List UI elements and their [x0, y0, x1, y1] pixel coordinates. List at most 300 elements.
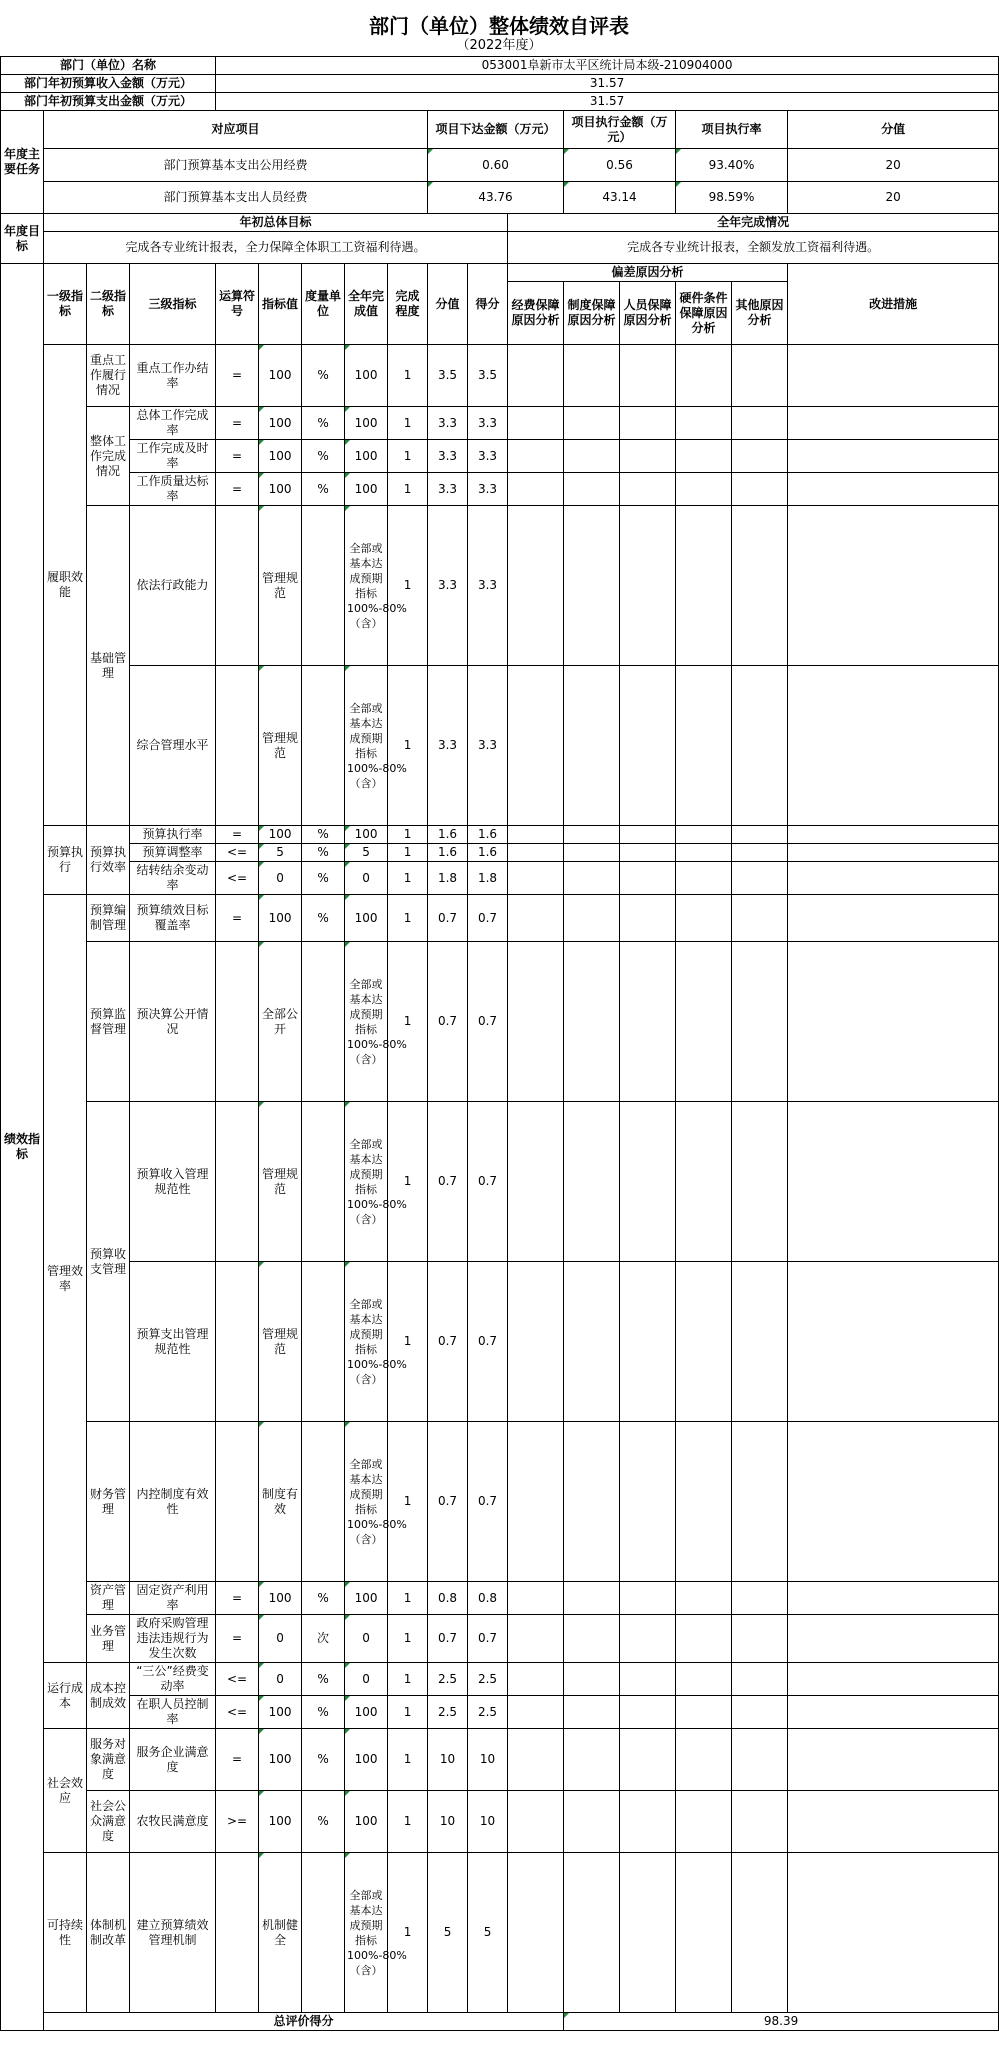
actual-cell: 0 [345, 1663, 388, 1696]
total-label: 总评价得分 [44, 2013, 564, 2031]
dev5-cell [732, 407, 788, 440]
degree-cell: 1 [388, 1696, 428, 1729]
task-rate: 93.40% [676, 149, 788, 182]
got-cell: 1.6 [468, 844, 508, 862]
op-cell [216, 1102, 259, 1262]
score-cell: 0.7 [428, 1262, 468, 1422]
degree-cell: 1 [388, 942, 428, 1102]
improve-cell [788, 1262, 999, 1422]
table-row [1, 942, 999, 1102]
task-name: 部门预算基本支出公用经费 [44, 149, 428, 182]
dev4-cell [676, 440, 732, 473]
header-got: 得分 [468, 264, 508, 345]
unit-cell: % [302, 473, 345, 506]
op-cell: <= [216, 844, 259, 862]
task-issued: 43.76 [428, 182, 564, 214]
target-cell: 管理规范 [259, 1262, 302, 1422]
target-cell: 100 [259, 1696, 302, 1729]
actual-cell: 100 [345, 1729, 388, 1791]
dev2-cell [564, 1663, 620, 1696]
actual-cell: 100 [345, 440, 388, 473]
header-dev4: 硬件条件保障原因分析 [676, 282, 732, 345]
got-cell: 2.5 [468, 1663, 508, 1696]
income-value: 31.57 [216, 75, 999, 93]
improve-cell [788, 473, 999, 506]
op-cell: = [216, 1615, 259, 1663]
dev4-cell [676, 1696, 732, 1729]
unit-cell: % [302, 826, 345, 844]
dev3-cell [620, 1615, 676, 1663]
got-cell: 3.3 [468, 407, 508, 440]
dev5-cell [732, 1696, 788, 1729]
target-cell: 5 [259, 844, 302, 862]
level3-cell: “三公”经费变动率 [130, 1663, 216, 1696]
dev1-cell [508, 895, 564, 942]
task-name: 部门预算基本支出人员经费 [44, 182, 428, 214]
op-cell [216, 666, 259, 826]
level3-cell: 预算调整率 [130, 844, 216, 862]
table-row [1, 895, 999, 942]
improve-cell [788, 345, 999, 407]
level3-cell: 综合管理水平 [130, 666, 216, 826]
header-level3: 三级指标 [130, 264, 216, 345]
op-cell: = [216, 1582, 259, 1615]
dev5-cell [732, 1663, 788, 1696]
indicators-row-label: 绩效指标 [1, 264, 44, 2031]
dev4-cell [676, 506, 732, 666]
unit-cell: % [302, 895, 345, 942]
level1-cell: 社会效应 [44, 1729, 87, 1853]
dev4-cell [676, 1262, 732, 1422]
got-cell: 10 [468, 1791, 508, 1853]
level3-cell: 结转结余变动率 [130, 862, 216, 895]
task-executed: 43.14 [564, 182, 676, 214]
dev4-cell [676, 1663, 732, 1696]
target-cell: 100 [259, 407, 302, 440]
dev1-cell [508, 345, 564, 407]
level3-cell: 内控制度有效性 [130, 1422, 216, 1582]
year-subtitle: （2022年度） [456, 38, 542, 53]
target-cell: 0 [259, 862, 302, 895]
header-dev1: 经费保障原因分析 [508, 282, 564, 345]
level2-cell: 社会公众满意度 [87, 1791, 130, 1853]
target-cell: 100 [259, 345, 302, 407]
degree-cell: 1 [388, 1615, 428, 1663]
improve-cell [788, 506, 999, 666]
dev3-cell [620, 1102, 676, 1262]
improve-cell [788, 1615, 999, 1663]
got-cell: 2.5 [468, 1696, 508, 1729]
level2-cell: 整体工作完成情况 [87, 407, 130, 506]
unit-cell [302, 506, 345, 666]
got-cell: 3.5 [468, 345, 508, 407]
got-cell: 0.8 [468, 1582, 508, 1615]
dev5-cell [732, 1582, 788, 1615]
dev1-cell [508, 1422, 564, 1582]
dev4-cell [676, 844, 732, 862]
improve-cell [788, 942, 999, 1102]
actual-cell: 全部或基本达成预期指标100%-80%（含） [345, 1422, 388, 1582]
dev1-cell [508, 666, 564, 826]
target-cell: 0 [259, 1663, 302, 1696]
degree-cell: 1 [388, 1729, 428, 1791]
dev2-cell [564, 440, 620, 473]
dev4-cell [676, 895, 732, 942]
level3-cell: 预算执行率 [130, 826, 216, 844]
header-unit: 度量单位 [302, 264, 345, 345]
unit-cell: % [302, 407, 345, 440]
header-dev3: 人员保障原因分析 [620, 282, 676, 345]
header-improve: 改进措施 [788, 264, 999, 345]
unit-cell: % [302, 440, 345, 473]
unit-cell [302, 1102, 345, 1262]
degree-cell: 1 [388, 1663, 428, 1696]
unit-cell: % [302, 844, 345, 862]
dev1-cell [508, 862, 564, 895]
dev1-cell [508, 473, 564, 506]
degree-cell: 1 [388, 1422, 428, 1582]
actual-cell: 100 [345, 1696, 388, 1729]
degree-cell: 1 [388, 407, 428, 440]
got-cell: 3.3 [468, 440, 508, 473]
score-cell: 3.3 [428, 506, 468, 666]
header-target: 指标值 [259, 264, 302, 345]
improve-cell [788, 844, 999, 862]
goals-complete-text: 完成各专业统计报表，全额发放工资福利待遇。 [508, 232, 999, 264]
dev2-cell [564, 666, 620, 826]
dev5-cell [732, 844, 788, 862]
unit-cell [302, 666, 345, 826]
dev1-cell [508, 1262, 564, 1422]
dev2-cell [564, 473, 620, 506]
target-cell: 管理规范 [259, 666, 302, 826]
level2-cell: 成本控制成效 [87, 1663, 130, 1729]
unit-cell: 次 [302, 1615, 345, 1663]
op-cell: = [216, 895, 259, 942]
degree-cell: 1 [388, 1102, 428, 1262]
actual-cell: 全部或基本达成预期指标100%-80%（含） [345, 1853, 388, 2013]
tasks-header-score: 分值 [788, 111, 999, 149]
degree-cell: 1 [388, 895, 428, 942]
tasks-header-executed: 项目执行金额（万元） [564, 111, 676, 149]
improve-cell [788, 1102, 999, 1262]
improve-cell [788, 1791, 999, 1853]
dev4-cell [676, 862, 732, 895]
got-cell: 0.7 [468, 895, 508, 942]
score-cell: 3.3 [428, 473, 468, 506]
degree-cell: 1 [388, 1262, 428, 1422]
op-cell [216, 1422, 259, 1582]
level2-cell: 基础管理 [87, 506, 130, 826]
got-cell: 3.3 [468, 506, 508, 666]
score-cell: 1.6 [428, 826, 468, 844]
dev1-cell [508, 1791, 564, 1853]
unit-cell: % [302, 862, 345, 895]
dev2-cell [564, 1262, 620, 1422]
op-cell [216, 942, 259, 1102]
dev4-cell [676, 1791, 732, 1853]
task-rate: 98.59% [676, 182, 788, 214]
expense-value: 31.57 [216, 93, 999, 111]
table-row [1, 826, 999, 844]
dev5-cell [732, 826, 788, 844]
unit-cell [302, 942, 345, 1102]
dev2-cell [564, 506, 620, 666]
level1-cell: 预算执行 [44, 826, 87, 895]
dev1-cell [508, 407, 564, 440]
header-actual: 全年完成值 [345, 264, 388, 345]
table-row [1, 1696, 999, 1729]
improve-cell [788, 862, 999, 895]
degree-cell: 1 [388, 473, 428, 506]
op-cell: = [216, 473, 259, 506]
dev3-cell [620, 1791, 676, 1853]
target-cell: 机制健全 [259, 1853, 302, 2013]
target-cell: 管理规范 [259, 1102, 302, 1262]
total-value: 98.39 [564, 2013, 999, 2031]
unit-cell: % [302, 1663, 345, 1696]
table-row [1, 149, 999, 182]
table-row [1, 1102, 999, 1262]
table-row [1, 1791, 999, 1853]
level3-cell: 服务企业满意度 [130, 1729, 216, 1791]
table-row [1, 1262, 999, 1422]
dev5-cell [732, 942, 788, 1102]
tasks-header-issued: 项目下达金额（万元） [428, 111, 564, 149]
actual-cell: 全部或基本达成预期指标100%-80%（含） [345, 506, 388, 666]
level2-cell: 财务管理 [87, 1422, 130, 1582]
tasks-header-rate: 项目执行率 [676, 111, 788, 149]
improve-cell [788, 666, 999, 826]
got-cell: 1.6 [468, 826, 508, 844]
level3-cell: 政府采购管理违法违规行为发生次数 [130, 1615, 216, 1663]
unit-cell: % [302, 1696, 345, 1729]
level3-cell: 固定资产利用率 [130, 1582, 216, 1615]
score-cell: 2.5 [428, 1663, 468, 1696]
dev4-cell [676, 1729, 732, 1791]
op-cell: >= [216, 1791, 259, 1853]
dev1-cell [508, 1729, 564, 1791]
dev1-cell [508, 506, 564, 666]
op-cell [216, 506, 259, 666]
degree-cell: 1 [388, 1582, 428, 1615]
level3-cell: 重点工作办结率 [130, 345, 216, 407]
got-cell: 0.7 [468, 1615, 508, 1663]
dev3-cell [620, 506, 676, 666]
got-cell: 3.3 [468, 473, 508, 506]
table-row [1, 1615, 999, 1663]
dev4-cell [676, 1582, 732, 1615]
unit-cell [302, 1262, 345, 1422]
dev2-cell [564, 1791, 620, 1853]
table-row [1, 506, 999, 666]
improve-cell [788, 1729, 999, 1791]
dev5-cell [732, 862, 788, 895]
goals-initial-text: 完成各专业统计报表，全力保障全体职工工资福利待遇。 [44, 232, 508, 264]
dev1-cell [508, 1102, 564, 1262]
level2-cell: 预算监督管理 [87, 942, 130, 1102]
op-cell [216, 1853, 259, 2013]
actual-cell: 100 [345, 473, 388, 506]
level3-cell: 建立预算绩效管理机制 [130, 1853, 216, 2013]
level3-cell: 总体工作完成率 [130, 407, 216, 440]
actual-cell: 全部或基本达成预期指标100%-80%（含） [345, 666, 388, 826]
score-cell: 5 [428, 1853, 468, 2013]
table-row [1, 1729, 999, 1791]
table-row [1, 440, 999, 473]
got-cell: 5 [468, 1853, 508, 2013]
income-label: 部门年初预算收入金额（万元） [1, 75, 216, 93]
dev4-cell [676, 1615, 732, 1663]
improve-cell [788, 826, 999, 844]
target-cell: 100 [259, 826, 302, 844]
op-cell: = [216, 826, 259, 844]
page-title: 部门（单位）整体绩效自评表 [369, 14, 629, 38]
score-cell: 0.8 [428, 1582, 468, 1615]
target-cell: 100 [259, 1791, 302, 1853]
goals-row-label: 年度目标 [1, 214, 44, 264]
dev2-cell [564, 1853, 620, 2013]
dept-name-value: 053001阜新市太平区统计局本级-210904000 [216, 57, 999, 75]
level3-cell: 预算支出管理规范性 [130, 1262, 216, 1422]
got-cell: 0.7 [468, 1102, 508, 1262]
unit-cell [302, 1422, 345, 1582]
dev3-cell [620, 826, 676, 844]
target-cell: 100 [259, 1582, 302, 1615]
score-cell: 1.8 [428, 862, 468, 895]
dev1-cell [508, 1853, 564, 2013]
dev3-cell [620, 1582, 676, 1615]
actual-cell: 全部或基本达成预期指标100%-80%（含） [345, 1102, 388, 1262]
evaluation-table [0, 56, 999, 2031]
level1-cell: 可持续性 [44, 1853, 87, 2013]
header-dev2: 制度保障原因分析 [564, 282, 620, 345]
dev3-cell [620, 473, 676, 506]
table-row [1, 345, 999, 407]
target-cell: 100 [259, 895, 302, 942]
dept-name-label: 部门（单位）名称 [1, 57, 216, 75]
op-cell: <= [216, 862, 259, 895]
score-cell: 10 [428, 1729, 468, 1791]
dev2-cell [564, 826, 620, 844]
dev3-cell [620, 345, 676, 407]
dev3-cell [620, 440, 676, 473]
improve-cell [788, 440, 999, 473]
got-cell: 0.7 [468, 1262, 508, 1422]
level3-cell: 在职人员控制率 [130, 1696, 216, 1729]
level2-cell: 重点工作履行情况 [87, 345, 130, 407]
actual-cell: 100 [345, 407, 388, 440]
task-executed: 0.56 [564, 149, 676, 182]
unit-cell: % [302, 1729, 345, 1791]
actual-cell: 100 [345, 1582, 388, 1615]
degree-cell: 1 [388, 1853, 428, 2013]
improve-cell [788, 1663, 999, 1696]
dev3-cell [620, 942, 676, 1102]
dev1-cell [508, 1696, 564, 1729]
degree-cell: 1 [388, 862, 428, 895]
dev3-cell [620, 666, 676, 826]
table-row [1, 844, 999, 862]
dev3-cell [620, 1422, 676, 1582]
dev3-cell [620, 1696, 676, 1729]
level3-cell: 预算收入管理规范性 [130, 1102, 216, 1262]
dev2-cell [564, 942, 620, 1102]
level2-cell: 体制机制改革 [87, 1853, 130, 2013]
dev3-cell [620, 1262, 676, 1422]
dev5-cell [732, 1791, 788, 1853]
score-cell: 3.3 [428, 407, 468, 440]
dev5-cell [732, 1422, 788, 1582]
score-cell: 3.3 [428, 666, 468, 826]
dev3-cell [620, 895, 676, 942]
dev3-cell [620, 844, 676, 862]
dev2-cell [564, 345, 620, 407]
op-cell: = [216, 345, 259, 407]
level2-cell: 资产管理 [87, 1582, 130, 1615]
dev2-cell [564, 1422, 620, 1582]
degree-cell: 1 [388, 844, 428, 862]
target-cell: 100 [259, 1729, 302, 1791]
score-cell: 0.7 [428, 1615, 468, 1663]
score-cell: 10 [428, 1791, 468, 1853]
target-cell: 100 [259, 473, 302, 506]
table-row [1, 1853, 999, 2013]
got-cell: 1.8 [468, 862, 508, 895]
score-cell: 0.7 [428, 942, 468, 1102]
table-row [1, 1582, 999, 1615]
dev2-cell [564, 407, 620, 440]
dev3-cell [620, 1729, 676, 1791]
dev1-cell [508, 826, 564, 844]
header-op: 运算符号 [216, 264, 259, 345]
dev1-cell [508, 942, 564, 1102]
dev3-cell [620, 862, 676, 895]
improve-cell [788, 1696, 999, 1729]
header-dev5: 其他原因分析 [732, 282, 788, 345]
op-cell: = [216, 1729, 259, 1791]
actual-cell: 100 [345, 1791, 388, 1853]
dev3-cell [620, 1853, 676, 2013]
table-row [1, 1663, 999, 1696]
level2-cell: 服务对象满意度 [87, 1729, 130, 1791]
dev4-cell [676, 1102, 732, 1262]
dev2-cell [564, 862, 620, 895]
table-row [1, 666, 999, 826]
header-score: 分值 [428, 264, 468, 345]
dev5-cell [732, 1102, 788, 1262]
actual-cell: 5 [345, 844, 388, 862]
op-cell: = [216, 440, 259, 473]
level2-cell: 预算编制管理 [87, 895, 130, 942]
score-cell: 0.7 [428, 1102, 468, 1262]
table-row [1, 862, 999, 895]
header-level2: 二级指标 [87, 264, 130, 345]
dev5-cell [732, 440, 788, 473]
dev1-cell [508, 844, 564, 862]
dev4-cell [676, 942, 732, 1102]
improve-cell [788, 1582, 999, 1615]
level3-cell: 预决算公开情况 [130, 942, 216, 1102]
dev4-cell [676, 1853, 732, 2013]
dev2-cell [564, 895, 620, 942]
dev1-cell [508, 1663, 564, 1696]
level3-cell: 依法行政能力 [130, 506, 216, 666]
degree-cell: 1 [388, 506, 428, 666]
degree-cell: 1 [388, 1791, 428, 1853]
dev2-cell [564, 1615, 620, 1663]
table-row [1, 1422, 999, 1582]
